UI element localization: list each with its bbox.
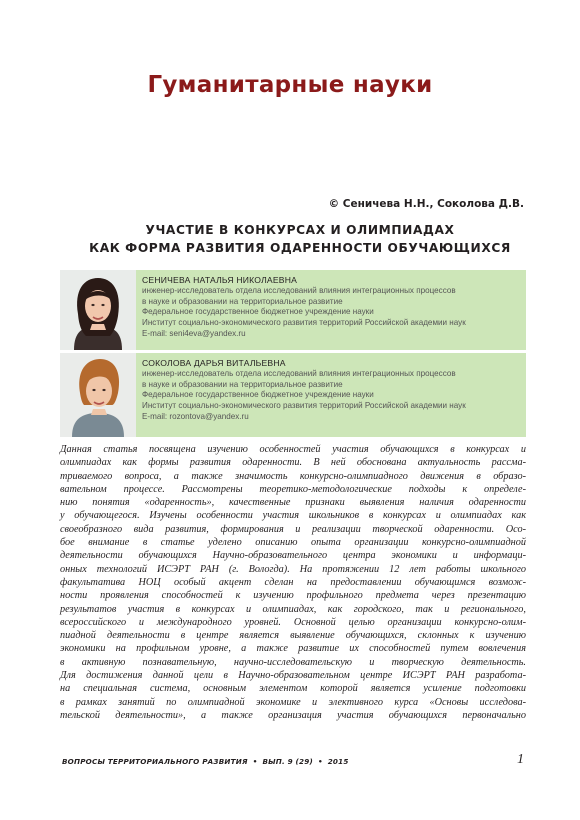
author-position-cont-1: в науке и образовании на территориальное развитие — [142, 296, 343, 306]
abstract-line: в рамках занятий по олимпиадной экономике и элективного курса «Основы исследова- — [60, 696, 526, 708]
abstract-line: в активную познавательную, научно-исследовательскую и творческую деятельность. — [60, 656, 526, 668]
author-info-2 — [136, 353, 526, 437]
abstract-line: Данная статья посвящена изучению особенностей участия обучающихся в конкурсах и — [60, 444, 526, 455]
running-footer — [62, 757, 349, 766]
author-email-1: E-mail: seni4eva@yandex.ru — [142, 328, 246, 338]
author-portrait-1-icon — [60, 270, 136, 350]
abstract-line: вательном процессе. Рассмотрены теоретико-методологические подходы к определе- — [60, 483, 526, 495]
article-title-line-2: КАК ФОРМА РАЗВИТИЯ ОДАРЕННОСТИ ОБУЧАЮЩИХСЯ — [89, 241, 511, 255]
issue-number: ВЫП. 9 (29) — [262, 757, 313, 766]
footer-separator: • — [317, 757, 323, 766]
author-name-1: СЕНИЧЕВА НАТАЛЬЯ НИКОЛАЕВНА — [142, 275, 298, 285]
abstract-line: факультатива НОЦ особый акцент сделан на предоставлении обучающимся возмож- — [60, 576, 526, 588]
author-photo-1 — [60, 270, 136, 350]
author-institute-1: Институт социально-экономического развития территорий Российской академии наук — [142, 318, 466, 328]
abstract — [60, 443, 526, 722]
author-name-2: СОКОЛОВА ДАРЬЯ ВИТАЛЬЕВНА — [142, 358, 286, 368]
abstract-line: всероссийского и международного уровней. Основной целью организации конкурсно-олим- — [60, 616, 526, 628]
footer-separator: • — [252, 757, 258, 766]
abstract-line: на специальная система, основным элементом которой является усиление подготовки — [60, 683, 526, 695]
abstract-line: пиадной деятельности в центре является выявление обучающихся, склонных к изучению — [60, 630, 526, 642]
abstract-line: триваемого вопроса, а также значимость конкурсно-олимпиадного движения в образо- — [60, 470, 526, 482]
abstract-line: онных технологий ИСЭРТ РАН (г. Вологда). На протяжении 12 лет работы школьного — [60, 563, 526, 575]
author-info-1 — [136, 270, 526, 350]
abstract-line: деятельности обучающихся Научно-образовательного центра экономики и информаци- — [60, 550, 526, 562]
author-position-2: инженер-исследователь отдела исследований влияния интеграционных процессов — [142, 369, 456, 378]
abstract-line: экономики на профильном уровне, а также развитие их способностей путем вовлечения — [60, 643, 526, 655]
author-card-2 — [60, 353, 526, 437]
section-title: Гуманитарные науки — [147, 72, 433, 98]
abstract-line: своеобразного вида развития, формирования и реализации творческой одаренности. Осо- — [60, 523, 526, 535]
author-position-cont-2: в науке и образовании на территориальное развитие — [142, 379, 343, 389]
abstract-line: бое внимание в статье уделено описанию опыта организации конкурсно-олимпиадной — [60, 537, 526, 549]
author-portrait-2-icon — [60, 353, 136, 437]
issue-year: 2015 — [327, 757, 349, 766]
abstract-line: Для достижения данной цели в Научно-образовательном центре ИСЭРТ РАН разработа- — [60, 670, 526, 682]
article-title-line-1: УЧАСТИЕ В КОНКУРСАХ И ОЛИМПИАДАХ — [145, 223, 455, 237]
author-email-2: E-mail: rozontova@yandex.ru — [142, 411, 249, 421]
author-org-type-1: Федеральное государственное бюджетное учреждение науки — [142, 307, 374, 317]
author-position-1: инженер-исследователь отдела исследований влияния интеграционных процессов — [142, 286, 456, 295]
authors-copyright-line: © Сеничева Н.Н., Соколова Д.В. — [328, 198, 524, 210]
author-photo-2 — [60, 353, 136, 437]
journal-name: ВОПРОСЫ ТЕРРИТОРИАЛЬНОГО РАЗВИТИЯ — [62, 757, 248, 766]
abstract-line: ности проявления способностей к изучению профильного предмета через презентацию — [60, 590, 526, 602]
author-institute-2: Институт социально-экономического развития территорий Российской академии наук — [142, 401, 466, 411]
author-card-1 — [60, 270, 526, 350]
abstract-line: у обучающегося. Изучены особенности участия школьников в конкурсах и олимпиадах как — [60, 510, 526, 522]
abstract-line: олимпиадах как формы развития одаренности. В ней обоснована актуальность рассма- — [60, 457, 526, 469]
page-number: 1 — [517, 752, 524, 767]
abstract-line: результатов участия в конкурсах и олимпиадах, как городского, так и регионального, — [60, 603, 526, 615]
author-org-type-2: Федеральное государственное бюджетное учреждение науки — [142, 390, 374, 400]
article-title — [40, 221, 560, 257]
abstract-line: нию понятия «одаренность», качественные признаки выявления наличия одаренности — [60, 497, 526, 509]
abstract-line: тельской деятельности», а также организация участия обучающихся первоначально — [60, 709, 526, 721]
